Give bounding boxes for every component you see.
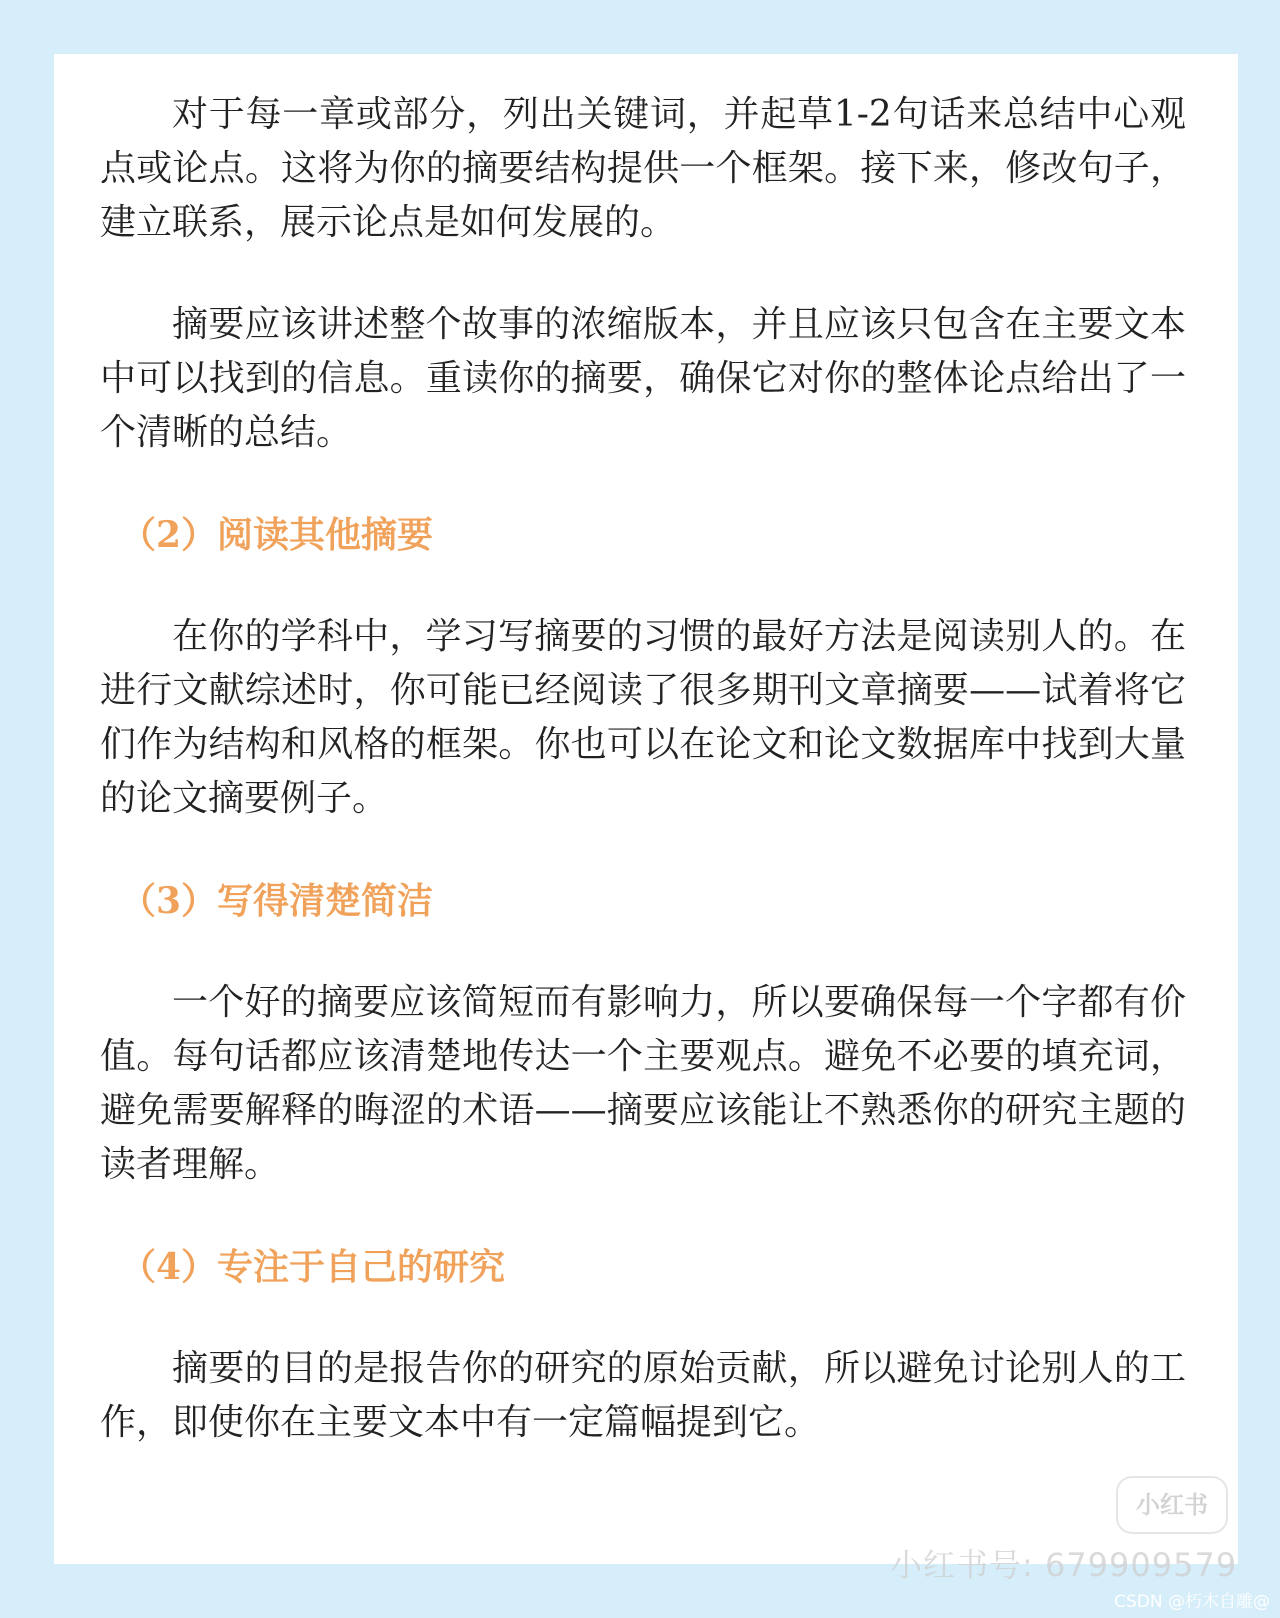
section-heading-2: （2）阅读其他摘要 xyxy=(120,514,434,556)
article-content xyxy=(100,88,1186,1498)
paragraph-2: 摘要应该讲述整个故事的浓缩版本，并且应该只包含在主要文本中可以找到的信息。重读你的摘要，确保它对你的整体论点给出了一个清晰的总结。 xyxy=(100,304,1186,453)
xiaohongshu-logo-watermark: 小红书 xyxy=(1116,1476,1228,1534)
paragraph-5: 摘要的目的是报告你的研究的原始贡献，所以避免讨论别人的工作，即使你在主要文本中有一定篇幅提到它。 xyxy=(100,1348,1186,1443)
article-card xyxy=(54,54,1238,1564)
csdn-credit: CSDN @朽木自雕@ xyxy=(1114,1592,1270,1612)
paragraph-1: 对于每一章或部分，列出关键词，并起草1-2句话来总结中心观点或论点。这将为你的摘要结构提供一个框架。接下来，修改句子，建立联系，展示论点是如何发展的。 xyxy=(100,94,1186,243)
section-heading-3: （3）写得清楚简洁 xyxy=(120,880,434,922)
paragraph-3: 在你的学科中，学习写摘要的习惯的最好方法是阅读别人的。在进行文献综述时，你可能已经阅读了很多期刊文章摘要——试着将它们作为结构和风格的框架。你也可以在论文和论文数据库中找到大量的论文摘要例子。 xyxy=(100,616,1186,819)
xiaohongshu-id-watermark: 小红书号: 679909579 xyxy=(890,1546,1238,1584)
paragraph-4: 一个好的摘要应该简短而有影响力，所以要确保每一个字都有价值。每句话都应该清楚地传达一个主要观点。避免不必要的填充词，避免需要解释的晦涩的术语——摘要应该能让不熟悉你的研究主题的读者理解。 xyxy=(100,982,1186,1185)
section-heading-4: （4）专注于自己的研究 xyxy=(120,1246,506,1288)
